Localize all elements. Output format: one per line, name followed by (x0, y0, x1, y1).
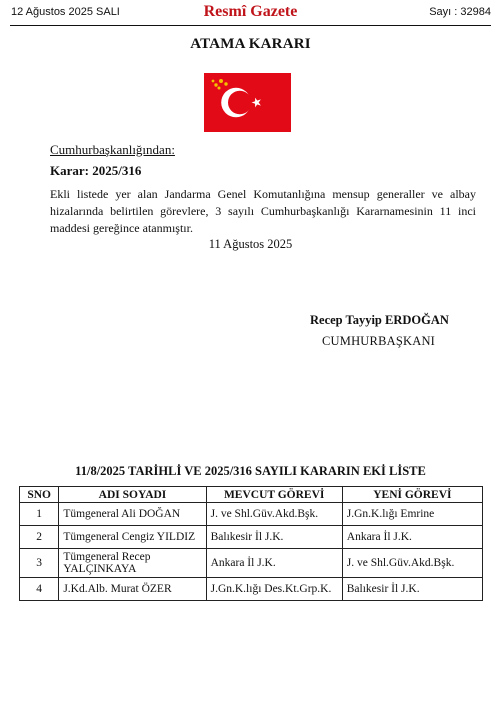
person-name: J.Kd.Alb. Murat ÖZER (59, 578, 206, 601)
header-divider (10, 25, 491, 26)
decision-date: 11 Ağustos 2025 (208, 237, 293, 251)
new-post: J.Gn.K.lığı Emrine (342, 503, 482, 526)
gazette-title: Resmî Gazete (203, 3, 298, 20)
person-name: Tümgeneral Ali DOĞAN (59, 503, 206, 526)
row-number: 3 (20, 549, 59, 578)
table-row (20, 503, 483, 526)
issue-number: Sayı : 32984 (429, 6, 491, 18)
turkish-flag-icon (204, 73, 291, 132)
table-row (20, 578, 483, 601)
header-new-post: YENİ GÖREVİ (342, 487, 482, 503)
person-name: Tümgeneral Cengiz YILDIZ (59, 526, 206, 549)
current-post: Ankara İl J.K. (206, 549, 342, 578)
issuing-authority: Cumhurbaşkanlığından: (50, 142, 175, 157)
row-number: 1 (20, 503, 59, 526)
current-post: J.Gn.K.lığı Des.Kt.Grp.K. (206, 578, 342, 601)
new-post: Ankara İl J.K. (342, 526, 482, 549)
document-title: ATAMA KARARI (190, 36, 311, 52)
signatory-name: Recep Tayyip ERDOĞAN (310, 313, 449, 327)
table-header-row (20, 487, 483, 503)
current-post: Balıkesir İl J.K. (206, 526, 342, 549)
table-row (20, 526, 483, 549)
header-sno: SNO (20, 487, 59, 503)
row-number: 2 (20, 526, 59, 549)
signatory-title: CUMHURBAŞKANI (322, 334, 436, 348)
appointment-table (19, 486, 483, 601)
row-number: 4 (20, 578, 59, 601)
person-name: Tümgeneral Recep YALÇINKAYA (59, 549, 206, 578)
table-row (20, 549, 483, 578)
header-name: ADI SOYADI (59, 487, 206, 503)
issue-date: 12 Ağustos 2025 SALI (11, 6, 120, 18)
new-post: Balıkesir İl J.K. (342, 578, 482, 601)
current-post: J. ve Shl.Güv.Akd.Bşk. (206, 503, 342, 526)
gazette-header (0, 0, 501, 28)
new-post: J. ve Shl.Güv.Akd.Bşk. (342, 549, 482, 578)
header-current-post: MEVCUT GÖREVİ (206, 487, 342, 503)
annex-list-title: 11/8/2025 TARİHLİ VE 2025/316 SAYILI KARARIN EKİ LİSTE (75, 464, 426, 478)
decision-number: Karar: 2025/316 (50, 163, 142, 178)
decision-text: Ekli listede yer alan Jandarma Genel Komutanlığına mensup generaller ve albay hizalarında belirtilen görevlere, 3 sayılı Cumhurbaşkanlığı Kararnamesinin 11 inci maddesi gereğince atanmıştır. (50, 187, 476, 235)
